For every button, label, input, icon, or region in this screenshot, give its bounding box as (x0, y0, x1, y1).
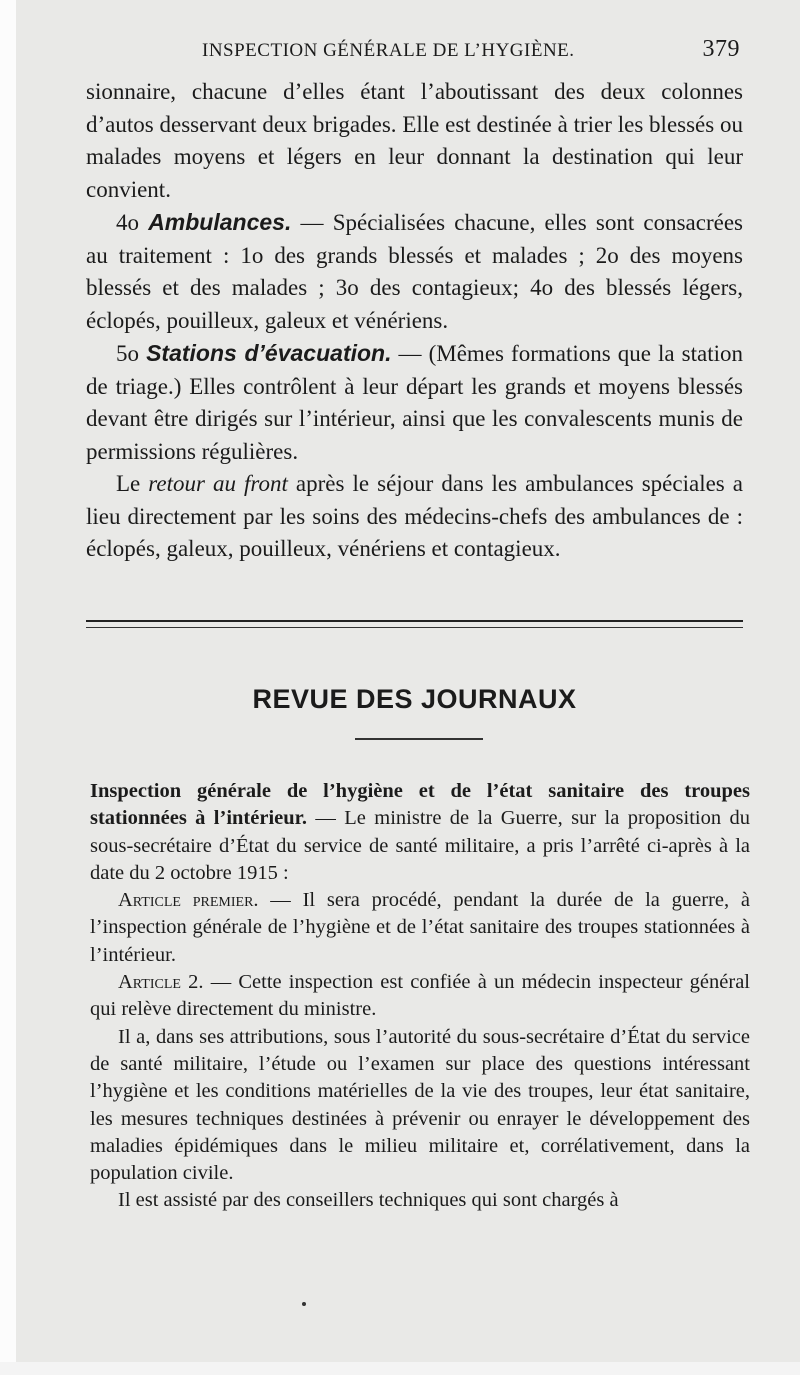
paragraph-conseillers: Il est assisté par des conseillers techniques qui sont chargés à (118, 1189, 619, 1212)
paragraph-ambulances (86, 206, 743, 337)
article-intro-text: — Le ministre de la Guerre, sur la proposition du sous-secrétaire d’État du service de santé militaire, a pris l’arrêté ci-après à la date du 2 octobre 1915 : (90, 807, 750, 884)
scan-left-margin (0, 0, 16, 1375)
paragraph-attributions: Il a, dans ses attributions, sous l’autorité du sous-secrétaire d’État du service de santé militaire, l’étude ou l’examen sur place des questions intéressant l’hygiène et les conditions matérielles de la vie des troupes, leur état sanitaire, les mesures techniques destinées à prévenir ou enrayer le développement des maladies épidémiques dans le milieu militaire et, corrélativement, dans la population civile. (90, 1025, 750, 1185)
item-number-5: 5o (116, 341, 139, 366)
article-premier (90, 887, 750, 969)
paragraph-triage: sionnaire, chacune d’elles étant l’aboutissant des deux colonnes d’autos desservant deux brigades. Elle est destinée à trier les blessés ou malades moyens et légers en leur donnant la destination qui leur convient. (86, 79, 743, 202)
article-intro (90, 778, 750, 887)
ink-speck (302, 1302, 306, 1306)
ambulances-text: — Spécialisées chacune, elles sont consacrées au traitement : 1o des grands blessés et malades ; 2o des moyens blessés et des malades ; 3o des contagieux; 4o des blessés légers, éclopés, pouilleux, galeux et vénériens. (86, 210, 743, 333)
running-header (200, 36, 740, 70)
article-2-label: Article 2. (118, 971, 204, 994)
heading-ambulances: Ambulances. (148, 209, 292, 235)
article-premier-label: Article premier. (118, 889, 259, 912)
heading-stations-evacuation: Stations d’évacuation. (146, 340, 392, 366)
section-title: REVUE DES JOURNAUX (252, 684, 577, 714)
body-text-bottom (90, 778, 750, 1215)
paragraph-stations (86, 337, 743, 468)
body-text-top (86, 76, 743, 566)
page-number: 379 (702, 36, 740, 62)
retour-text: après le séjour dans les ambulances spéciales a lieu directement par les soins des médecins-chefs des ambulances de : éclopés, galeux, pouilleux, vénériens et contagieux. (86, 471, 743, 561)
article-2 (90, 969, 750, 1024)
retour-start: Le (116, 471, 149, 496)
section-divider-thin (86, 627, 743, 628)
title-underline (355, 738, 483, 740)
paragraph-retour (86, 468, 743, 566)
scan-bottom-margin (0, 1362, 800, 1375)
article-premier-text: — Il sera procédé, pendant la durée de la guerre, à l’inspection générale de l’hygiène et de l’état sanitaire des troupes stationnées à l’intérieur. (90, 889, 750, 966)
section-divider-thick (86, 620, 743, 622)
retour-au-front: retour au front (148, 471, 288, 496)
item-number-4: 4o (116, 210, 139, 235)
stations-text: — (Mêmes formations que la station de triage.) Elles contrôlent à leur départ les grands et moyens blessés devant être dirigés sur l’intérieur, ainsi que les convalescents munis de permissions régulières. (86, 341, 743, 464)
article-2-text: — Cette inspection est confiée à un médecin inspecteur général qui relève directement du ministre. (90, 971, 750, 1021)
running-title: INSPECTION GÉNÉRALE DE L’HYGIÈNE. (202, 40, 575, 61)
article-heading: Inspection générale de l’hygiène et de l’état sanitaire des troupes stationnées à l’intérieur. (90, 780, 750, 830)
